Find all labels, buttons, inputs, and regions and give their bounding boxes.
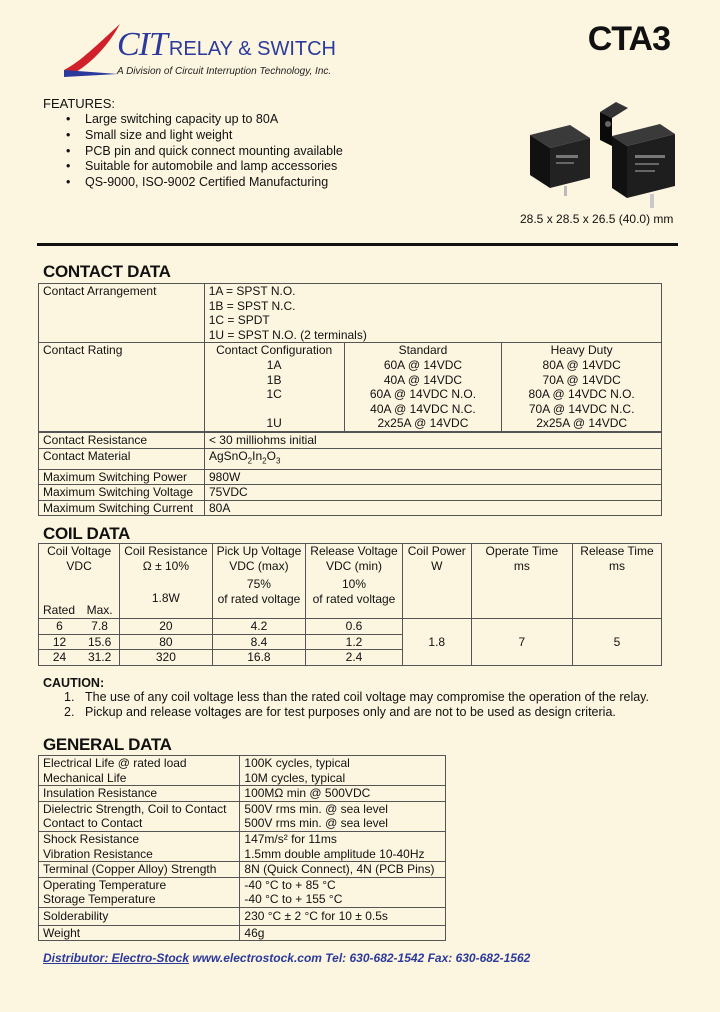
logo-subtitle: A Division of Circuit Interruption Technology, Inc.: [117, 66, 332, 77]
rating-header: Standard: [398, 343, 448, 358]
general-data-table: [38, 755, 446, 941]
table-row: [39, 786, 446, 802]
coil-rated: 12: [39, 634, 81, 650]
arrangement-item: 1C = SPDT: [208, 313, 270, 328]
general-value: 46g: [240, 925, 446, 941]
max-voltage-value: 75VDC: [204, 485, 661, 501]
coil-max: 31.2: [80, 650, 120, 666]
rating-config: 1C: [266, 387, 282, 402]
coil-voltage-header: [39, 544, 120, 575]
value-text: 500V rms min. @ sea level: [244, 801, 388, 816]
coil-release: 1.2: [306, 634, 402, 650]
rating-standard: 60A @ 14VDC N.O.: [369, 387, 477, 402]
max-current-value: 80A: [204, 500, 661, 516]
general-label: [39, 877, 240, 907]
table-row: [39, 831, 446, 861]
general-value: [240, 756, 446, 786]
feature-item: • Large switching capacity up to 80A: [66, 112, 343, 128]
header-text: VDC (max): [229, 558, 289, 573]
coil-resistance: 320: [120, 650, 212, 666]
caution-title: CAUTION:: [43, 676, 105, 690]
spacer: [124, 573, 207, 591]
header-text: Coil Voltage: [47, 544, 112, 558]
caution-text: The use of any coil voltage less than the rated coil voltage may compromise the operation of the relay.: [85, 690, 649, 704]
rating-header: Contact Configuration: [216, 343, 333, 358]
contact-resistance-value: < 30 milliohms initial: [204, 433, 661, 449]
table-row: [39, 862, 446, 878]
header-text: W: [431, 558, 443, 573]
release-time-value: 5: [572, 619, 661, 666]
label-text: Operating Temperature: [43, 877, 167, 892]
header-text: Release Voltage: [310, 544, 398, 558]
table-row: [39, 619, 662, 635]
header-text: 1.8W: [151, 591, 180, 606]
label-text: Contact to Contact: [43, 816, 143, 831]
distributor-footer[interactable]: [43, 951, 530, 965]
table-row: [39, 284, 662, 343]
table-row: [39, 433, 662, 449]
coil-release: 2.4: [306, 650, 402, 666]
dimensions-text: 28.5 x 28.5 x 26.5 (40.0) mm: [520, 212, 674, 226]
coil-max: 7.8: [80, 619, 120, 635]
release-time-header: [572, 544, 661, 619]
coil-power-header: [402, 544, 471, 619]
contact-arrangement-label: Contact Arrangement: [39, 284, 205, 343]
label-text: Electrical Life @ rated load: [43, 756, 187, 770]
table-row: [39, 544, 662, 575]
coil-pickup: 8.4: [212, 634, 306, 650]
max-current-label: Maximum Switching Current: [39, 500, 205, 516]
feature-item: • PCB pin and quick connect mounting available: [66, 144, 343, 160]
rating-heavy: 80A @ 14VDC N.O.: [528, 387, 635, 402]
rating-heavy: 70A @ 14VDC: [542, 372, 621, 387]
table-row: [39, 907, 446, 925]
coil-data-table: [38, 543, 662, 666]
caution-item: [64, 705, 649, 720]
rating-config: 1B: [266, 372, 282, 387]
label-text: Shock Resistance: [43, 831, 140, 846]
feature-item: • Suitable for automobile and lamp accessories: [66, 159, 343, 175]
contact-rating-label: Contact Rating: [39, 343, 205, 432]
header-text: 75%: [246, 577, 271, 592]
general-label: Solderability: [39, 907, 240, 925]
header-text: Coil Resistance: [124, 544, 208, 558]
header-text: Pick Up Voltage: [216, 544, 302, 558]
relay-photo-icon: [520, 100, 680, 215]
header-text: ms: [608, 558, 625, 573]
header-text: Operate Time: [485, 544, 559, 558]
features-title: FEATURES:: [43, 96, 115, 111]
table-row: [39, 756, 446, 786]
rating-config: 1U: [266, 416, 282, 431]
divider: [37, 243, 678, 246]
release-voltage-header: [306, 544, 402, 619]
operate-time-value: 7: [471, 619, 572, 666]
caution-list: [64, 690, 649, 721]
part-number: CTA3: [587, 20, 670, 58]
general-value: 230 °C ± 2 °C for 10 ± 0.5s: [240, 907, 446, 925]
max-header: Max.: [80, 574, 120, 618]
coil-resistance-header: [120, 544, 212, 619]
rating-standard-column: [344, 343, 502, 432]
logo[interactable]: [117, 26, 336, 64]
coil-resistance: 80: [120, 634, 212, 650]
feature-item: • Small size and light weight: [66, 128, 343, 144]
label-text: Mechanical Life: [43, 770, 127, 785]
general-label: Weight: [39, 925, 240, 941]
pickup-voltage-header: [212, 544, 306, 619]
contact-data-table: [38, 283, 662, 432]
label-text: Storage Temperature: [43, 892, 156, 907]
table-row: [39, 877, 446, 907]
general-value: [240, 801, 446, 831]
table-row: [39, 485, 662, 501]
value-text: 10M cycles, typical: [244, 770, 346, 785]
general-label: [39, 831, 240, 861]
contact-data-title: CONTACT DATA: [43, 262, 171, 281]
coil-rated: 6: [39, 619, 81, 635]
operate-time-header: [471, 544, 572, 619]
contact-resistance-label: Contact Resistance: [39, 433, 205, 449]
arrangement-item: 1B = SPST N.C.: [208, 298, 296, 313]
contact-arrangement-values: [204, 284, 661, 343]
general-value: [240, 831, 446, 861]
material-text: $AgSnO_2In_2O_3$: [208, 448, 281, 465]
label-text: Dielectric Strength, Coil to Contact: [43, 801, 227, 816]
rating-config: 1A: [266, 357, 282, 372]
rated-header: Rated: [39, 574, 81, 618]
general-label: Terminal (Copper Alloy) Strength: [39, 862, 240, 878]
caution-item: [64, 690, 649, 705]
header-text: VDC (min): [326, 558, 382, 573]
coil-pickup: 4.2: [212, 619, 306, 635]
value-text: -40 °C to + 155 °C: [244, 892, 343, 907]
rating-header: Heavy Duty: [550, 343, 613, 358]
coil-pickup: 16.8: [212, 650, 306, 666]
max-power-value: 980W: [204, 469, 661, 485]
contact-material-label: Contact Material: [39, 448, 205, 469]
rating-standard: 60A @ 14VDC: [383, 357, 463, 372]
header-text: 10%: [341, 577, 367, 592]
caution-text: Pickup and release voltages are for test purposes only and are not to be used as design criteria.: [85, 705, 616, 720]
coil-resistance: 20: [120, 619, 212, 635]
general-label: [39, 756, 240, 786]
rating-standard: 2x25A @ 14VDC: [377, 416, 469, 431]
caution-number: 1.: [64, 690, 75, 704]
cit-logo-swoosh-icon: [62, 22, 124, 78]
general-value: 100MΩ min @ 500VDC: [240, 786, 446, 802]
value-text: 147m/s² for 11ms: [244, 831, 337, 846]
table-row: [39, 925, 446, 941]
general-label: Insulation Resistance: [39, 786, 240, 802]
coil-power-value: 1.8: [402, 619, 471, 666]
header-text: ms: [513, 558, 530, 573]
value-text: 500V rms min. @ sea level: [244, 816, 388, 831]
coil-max: 15.6: [80, 634, 120, 650]
coil-rated: 24: [39, 650, 81, 666]
rating-standard: 40A @ 14VDC N.C.: [370, 401, 476, 416]
coil-data-title: COIL DATA: [43, 524, 131, 543]
general-value: [240, 877, 446, 907]
header-text: Release Time: [580, 544, 654, 558]
value-text: 1.5mm double amplitude 10-40Hz: [244, 846, 425, 861]
header-text: of rated voltage: [217, 591, 301, 606]
rating-standard: 40A @ 14VDC: [383, 372, 463, 387]
distributor-link[interactable]: Distributor: Electro-Stock: [43, 951, 190, 965]
features-list: [66, 112, 343, 191]
header-text: VDC: [66, 558, 92, 573]
rating-heavy: 2x25A @ 14VDC: [536, 416, 628, 431]
table-row: [39, 448, 662, 469]
coil-release: 0.6: [306, 619, 402, 635]
rating-heavy: 70A @ 14VDC N.C.: [528, 401, 635, 416]
relay-small-icon: [530, 125, 590, 196]
logo-tagline: RELAY & SWITCH: [168, 38, 336, 60]
table-row: [39, 343, 662, 432]
contact-material-value: [204, 448, 661, 469]
general-value: 8N (Quick Connect), 4N (PCB Pins): [240, 862, 446, 878]
caution-number: 2.: [64, 705, 75, 720]
max-voltage-label: Maximum Switching Voltage: [39, 485, 205, 501]
contact-specs-table: [38, 432, 662, 516]
general-data-title: GENERAL DATA: [43, 735, 172, 754]
header-text: of rated voltage: [312, 591, 396, 606]
rating-config-column: [204, 343, 344, 432]
value-text: -40 °C to + 85 °C: [244, 877, 336, 892]
relay-bracket-icon: [600, 102, 675, 208]
rating-heavy: 80A @ 14VDC: [542, 357, 621, 372]
value-text: 100K cycles, typical: [244, 756, 350, 770]
rating-config: [209, 402, 340, 417]
header-text: Ω ± 10%: [142, 558, 190, 573]
table-row: [39, 469, 662, 485]
rating-heavy-column: [502, 343, 662, 432]
distributor-contact: www.electrostock.com Tel: 630-682-1542 Fax: 630-682-1562: [189, 951, 531, 965]
table-row: [39, 801, 446, 831]
header-text: Coil Power: [407, 544, 466, 558]
table-row: [39, 500, 662, 516]
max-power-label: Maximum Switching Power: [39, 469, 205, 485]
feature-item: • QS-9000, ISO-9002 Certified Manufacturing: [66, 175, 343, 191]
arrangement-item: 1A = SPST N.O.: [208, 284, 296, 298]
logo-main: CIT: [117, 26, 167, 63]
general-label: [39, 801, 240, 831]
label-text: Vibration Resistance: [43, 846, 153, 861]
arrangement-item: 1U = SPST N.O. (2 terminals): [208, 327, 367, 342]
